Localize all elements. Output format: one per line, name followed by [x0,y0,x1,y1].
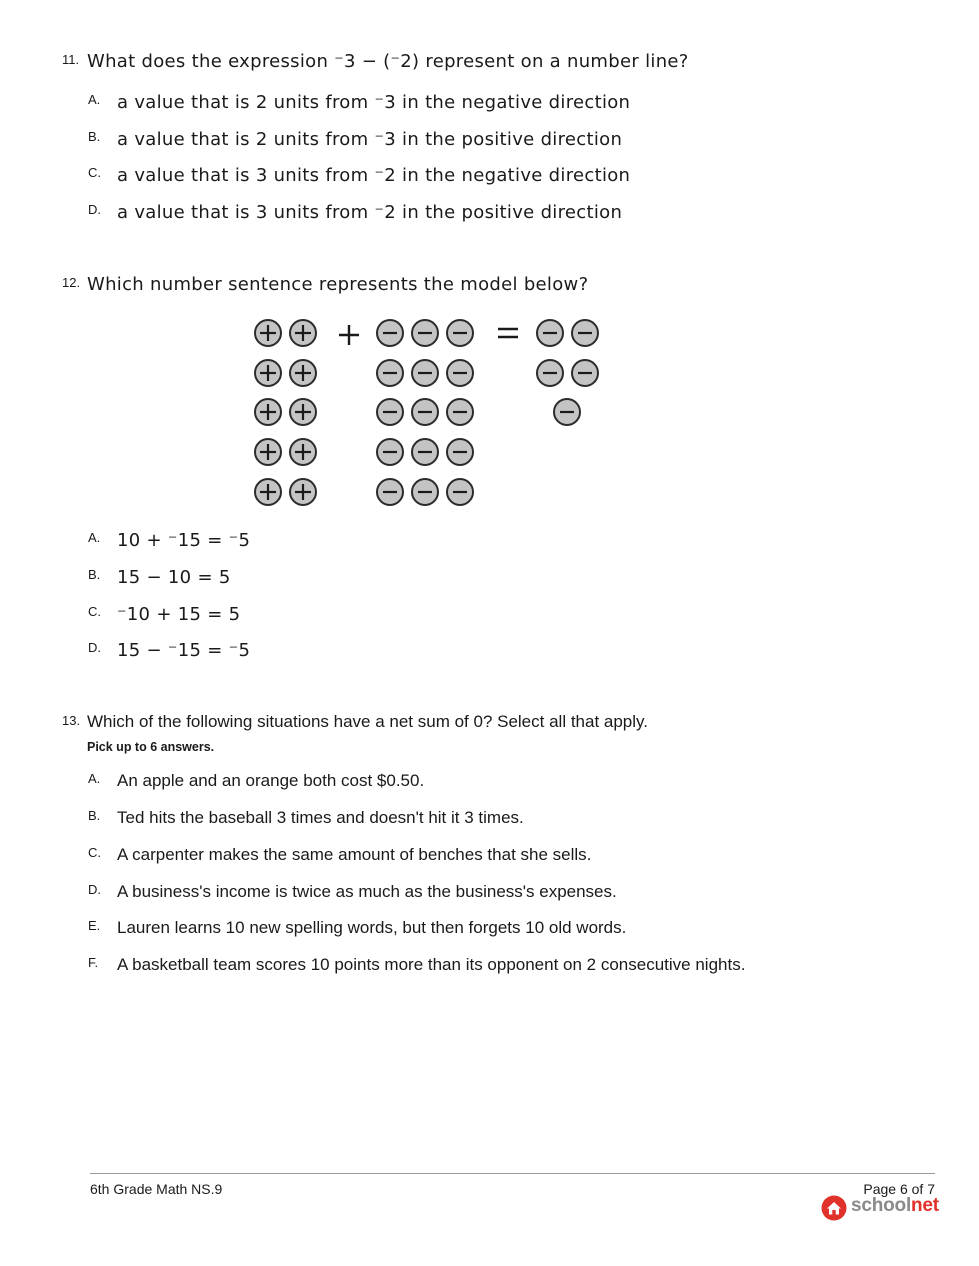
choice-text: 15 − ⁻15 = ⁻5 [117,640,251,661]
negative-counter [572,360,598,386]
choice-letter: A. [88,771,101,786]
choice-13-a[interactable] [0,771,979,795]
choice-letter: D. [88,640,101,655]
negative-counter [572,320,598,346]
choice-text: a value that is 2 units from ⁻3 in the negative direction [117,92,631,113]
house-icon [821,1195,847,1221]
logo-wordmark: schoolnet [851,1195,939,1216]
choice-text: Ted hits the baseball 3 times and doesn't hit it 3 times. [117,808,524,827]
choice-13-c[interactable] [0,845,979,869]
choice-letter: F. [88,955,99,970]
choice-letter: A. [88,530,101,545]
negative-counter [447,360,473,386]
choice-12-a[interactable] [0,530,979,554]
negative-counter [447,320,473,346]
negative-counter [412,479,438,505]
choice-letter: B. [88,129,101,144]
choice-text: ⁻10 + 15 = 5 [117,604,241,625]
choice-letter: C. [88,845,101,860]
choice-text: An apple and an orange both cost $0.50. [117,771,425,790]
negative-counter [377,399,403,425]
choice-text: a value that is 2 units from ⁻3 in the positive direction [117,129,623,150]
equals-sign-icon [498,329,518,337]
choice-letter: B. [88,567,101,582]
positive-counter [290,360,316,386]
choice-text: a value that is 3 units from ⁻2 in the positive direction [117,202,623,223]
positive-counter [290,479,316,505]
choice-13-b[interactable] [0,808,979,832]
negative-counter [377,320,403,346]
negative-counter [447,439,473,465]
choice-13-e[interactable] [0,918,979,942]
choice-13-f[interactable] [0,955,979,979]
choice-letter: D. [88,882,101,897]
choice-letter: C. [88,165,101,180]
negative-counter [447,399,473,425]
question-text: Which number sentence represents the model below? [87,274,589,295]
choice-text: 10 + ⁻15 = ⁻5 [117,530,251,551]
choice-text: A business's income is twice as much as the business's expenses. [117,882,617,901]
choice-11-a[interactable] [0,92,979,116]
positive-counter [255,320,281,346]
page-indicator: Page 6 of 7 [863,1181,935,1197]
question-text: Which of the following situations have a net sum of 0? Select all that apply. [87,712,648,731]
positive-counter [290,399,316,425]
question-number: 11. [62,52,80,67]
negative-counter [447,479,473,505]
choice-text: Lauren learns 10 new spelling words, but then forgets 10 old words. [117,918,627,937]
question-number: 12. [62,275,81,290]
question-text: What does the expression ⁻3 − (⁻2) represent on a number line? [87,51,689,72]
choice-text: A basketball team scores 10 points more than its opponent on 2 consecutive nights. [117,955,746,974]
choice-12-b[interactable] [0,567,979,591]
negative-counter [537,320,563,346]
negative-counter [377,360,403,386]
negative-counter [412,360,438,386]
negative-counter [554,399,580,425]
plus-sign-icon [339,325,359,345]
choice-11-d[interactable] [0,202,979,226]
positive-counter [255,439,281,465]
choice-letter: B. [88,808,101,823]
negative-counter [377,439,403,465]
counter-model [250,312,610,512]
negative-counters-added [377,320,473,505]
choice-11-c[interactable] [0,165,979,189]
footer-divider [90,1173,935,1174]
negative-counter [412,320,438,346]
answer-instruction: Pick up to 6 answers. [87,740,215,754]
positive-counter [255,399,281,425]
choice-letter: A. [88,92,101,107]
positive-counter [290,439,316,465]
positive-counter [255,479,281,505]
choice-letter: D. [88,202,101,217]
choice-12-c[interactable] [0,604,979,628]
positive-counter [255,360,281,386]
positive-counters [255,320,316,505]
negative-counter [377,479,403,505]
positive-counter [290,320,316,346]
schoolnet-logo [821,1195,939,1223]
footer-title: 6th Grade Math NS.9 [90,1181,223,1197]
choice-12-d[interactable] [0,640,979,664]
choice-letter: C. [88,604,101,619]
choice-text: A carpenter makes the same amount of benches that she sells. [117,845,592,864]
choice-letter: E. [88,918,101,933]
question-number: 13. [62,713,81,728]
negative-counter [412,439,438,465]
negative-counter [537,360,563,386]
negative-counter [412,399,438,425]
choice-13-d[interactable] [0,882,979,906]
choice-11-b[interactable] [0,129,979,153]
choice-text: 15 − 10 = 5 [117,567,231,588]
choice-text: a value that is 3 units from ⁻2 in the negative direction [117,165,631,186]
negative-counters-result [537,320,598,425]
